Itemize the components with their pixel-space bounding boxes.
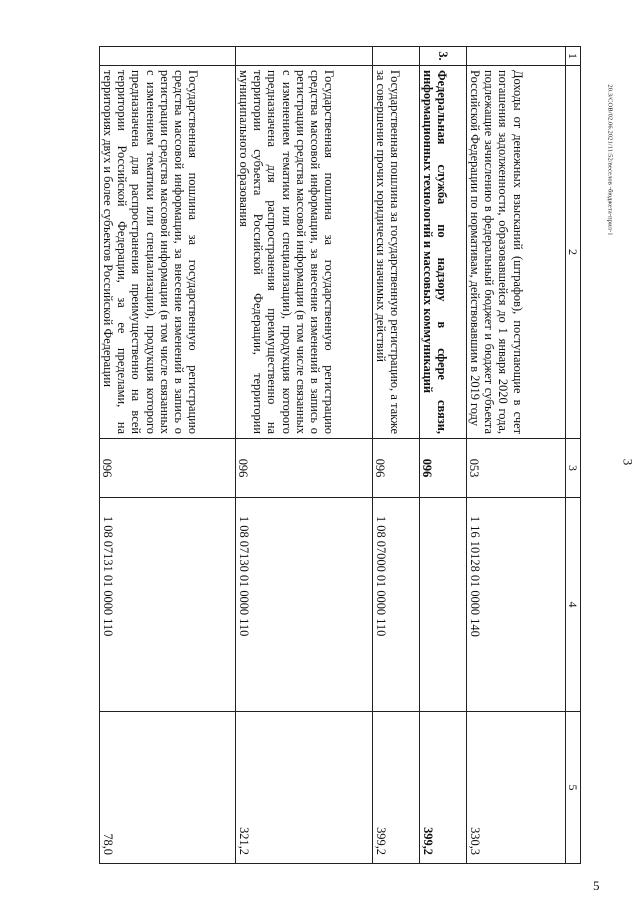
row-budget-code [419,498,466,712]
header-col-3: 3 [565,439,580,498]
page-number-top: 3 [620,458,636,466]
row-name: Государственная пошлина за государственную регистрацию средства массовой информации, за внесение изменений в запись о регистрации средства массовой информации (в том числе связанных с изменением тематики или специализации), продукция которого предназначена для распространения преимущественно на всей территории Российской Федерации, за ее пределами, на территориях двух и более субъектов Российской Федерации [99,66,235,439]
header-col-4: 4 [565,498,580,712]
row-budget-code: 1 16 10128 01 0000 140 [466,498,565,712]
row-amount: 399,2 [372,712,419,864]
file-stamp: 20.3/СОВ/02.06.2021/11:52/веселов -бюджета-прил-1 [606,83,614,236]
row-name: Государственная пошлина за государственную регистрацию, а также за совершение прочих юридически значимых действий [372,66,419,439]
header-col-1: 1 [565,47,580,66]
row-budget-code: 1 08 07130 01 0000 110 [235,498,372,712]
row-amount: 330,3 [466,712,565,864]
row-number [466,47,565,66]
row-budget-code: 1 08 07131 01 0000 110 [99,498,235,712]
table-row [235,47,372,864]
table-row [372,47,419,864]
row-name: Государственная пошлина за государственную регистрацию средства массовой информации, за внесение изменений в запись о регистрации средства массовой информации (в том числе связанных с изменением тематики или специализации), продукция которого предназначена для распространения преимущественно на территории субъекта Российской Федерации, территории муниципального образования [235,66,372,439]
rotated-table-region [100,46,581,863]
row-number [99,47,235,66]
row-number [372,47,419,66]
page-number-bottom: 5 [593,878,600,893]
row-name: Федеральная служба по надзору в сфере связи, информационных технологий и массовых коммуникаций [419,66,466,439]
header-col-5: 5 [565,712,580,864]
row-admin-code: 096 [419,439,466,498]
row-admin-code: 096 [99,439,235,498]
row-amount: 321,2 [235,712,372,864]
row-admin-code: 096 [372,439,419,498]
table-row [466,47,565,864]
row-number [235,47,372,66]
row-amount: 399,2 [419,712,466,864]
revenue-table [99,46,581,864]
row-amount: 78,0 [99,712,235,864]
row-admin-code: 053 [466,439,565,498]
table-row [99,47,235,864]
row-budget-code: 1 08 07000 01 0000 110 [372,498,419,712]
row-number: 3. [419,47,466,66]
header-row [565,47,580,864]
table-row [419,47,466,864]
row-name: Доходы от денежных взысканий (штрафов), поступающие в счет погашения задолженности, образовавшейся до 1 января 2020 года, подлежащие зачислению в федеральный бюджет и бюджет субъекта Российской Федерации по нормативам, действовавшим в 2019 году [466,66,565,439]
header-col-2: 2 [565,66,580,439]
row-admin-code: 096 [235,439,372,498]
